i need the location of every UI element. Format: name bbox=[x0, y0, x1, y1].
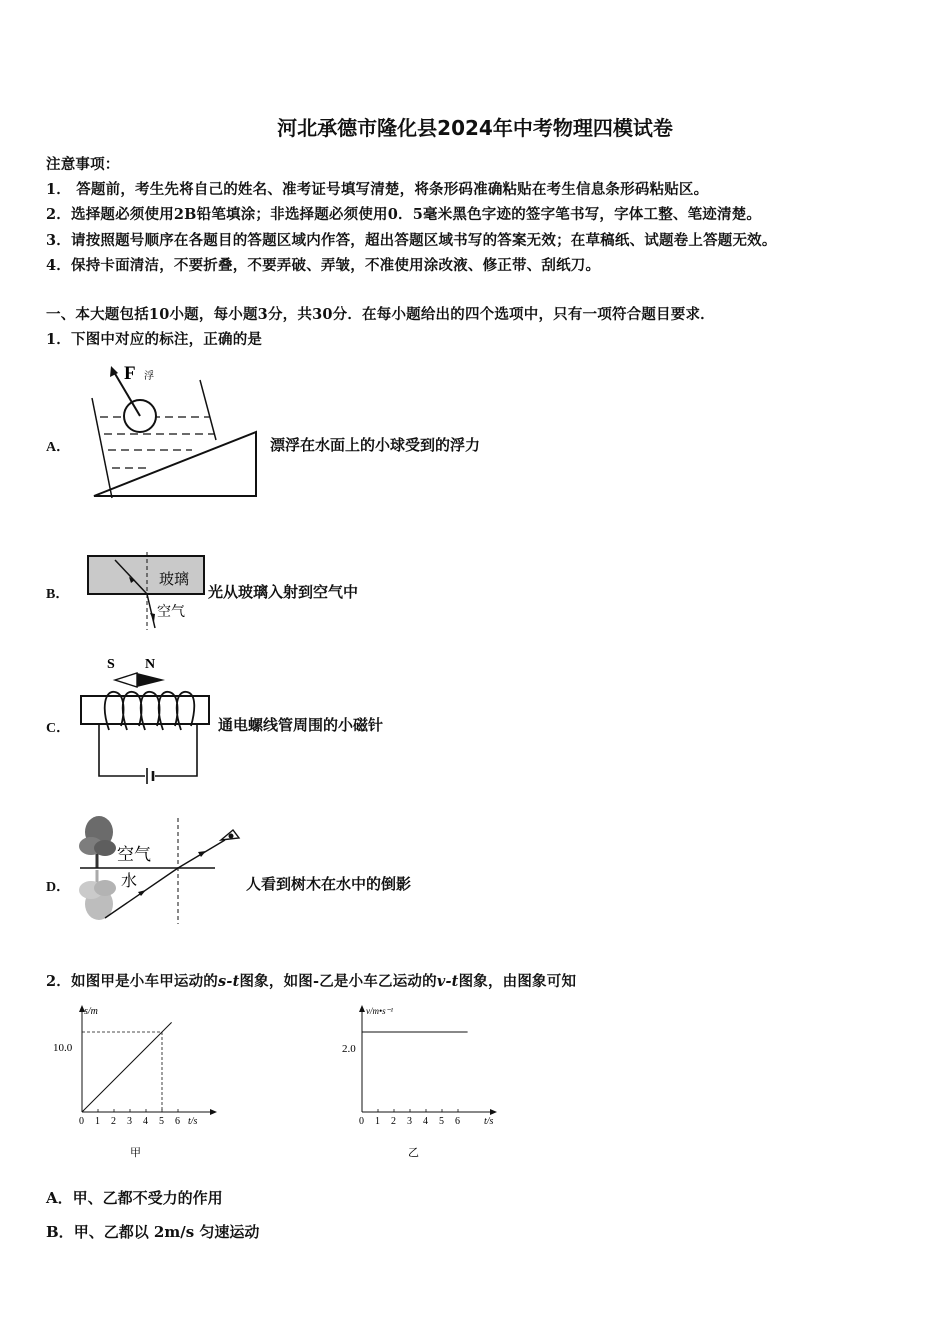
jia-series-line bbox=[82, 1022, 172, 1112]
option-c-letter: C． bbox=[46, 721, 71, 736]
jia-xtick-label-5: 5 bbox=[159, 1116, 164, 1127]
q2-option-a-text: 甲、乙都不受力的作用 bbox=[72, 1189, 223, 1207]
question-2-stem bbox=[46, 970, 576, 991]
option-c-text: 通电螺线管周围的小磁针 bbox=[218, 716, 384, 734]
eye-icon bbox=[221, 830, 239, 840]
notice-heading: 注意事项： bbox=[46, 156, 120, 173]
option-d-letter: D． bbox=[46, 880, 71, 895]
yi-ylabel: v/m•s⁻¹ bbox=[366, 1006, 394, 1016]
q2-stem-vt: v-t bbox=[436, 973, 459, 990]
jia-xlabel: t/s bbox=[188, 1116, 198, 1127]
notice-item-1: 1． 答题前，考生先将自己的姓名、准考证号填写清楚，将条形码准确粘贴在考生信息条形码粘贴区。 bbox=[46, 181, 709, 198]
jia-xtick-label-4: 4 bbox=[143, 1116, 148, 1127]
jia-xtick-label-0: 0 bbox=[79, 1116, 84, 1127]
section-heading: 一、本大题包括10小题，每小题3分，共30分．在每小题给出的四个选项中，只有一项符合题目要求． bbox=[46, 306, 715, 323]
notice-item-3: 3．请按照题号顺序在各题目的答题区域内作答，超出答题区域书写的答案无效；在草稿纸、试题卷上答题无效。 bbox=[46, 232, 777, 249]
jia-ytick-label: 10.0 bbox=[53, 1042, 73, 1054]
q2-option-b bbox=[46, 1221, 259, 1242]
page-title: 河北承德市隆化县2024年中考物理四模试卷 bbox=[277, 116, 673, 140]
tree-icon bbox=[79, 816, 116, 868]
q2-option-b-letter: B． bbox=[46, 1223, 74, 1241]
q2-option-b-text: 甲、乙都以 2m/s 匀速运动 bbox=[73, 1223, 260, 1241]
option-b-text: 光从玻璃入射到空气中 bbox=[208, 583, 359, 601]
glass-label: 玻璃 bbox=[159, 572, 190, 588]
magnet-label-n: N bbox=[145, 657, 156, 672]
yi-xtick-label-5: 5 bbox=[439, 1116, 444, 1127]
option-d-text: 人看到树木在水中的倒影 bbox=[246, 875, 412, 893]
option-b-letter: B． bbox=[46, 587, 70, 602]
jia-ylabel: s/m bbox=[84, 1006, 98, 1017]
chart-jia bbox=[40, 1000, 230, 1165]
option-a-text: 漂浮在水面上的小球受到的浮力 bbox=[270, 436, 481, 454]
q2-stem-part-c: 图象，由图象可知 bbox=[458, 973, 577, 990]
yi-title: 乙 bbox=[408, 1147, 419, 1159]
q2-option-a bbox=[46, 1187, 223, 1208]
notice-item-4: 4．保持卡面清洁，不要折叠，不要弄破、弄皱，不准使用涂改液、修正带、刮纸刀。 bbox=[46, 257, 601, 274]
q2-stem-part-b: 图象，如图-乙是小车乙运动的 bbox=[239, 973, 437, 990]
yi-xtick-label-0: 0 bbox=[359, 1116, 364, 1127]
option-c-figure bbox=[75, 652, 220, 787]
jia-xtick-label-6: 6 bbox=[175, 1116, 180, 1127]
jia-xtick-label-2: 2 bbox=[111, 1116, 116, 1127]
tree-reflection-icon bbox=[79, 870, 116, 920]
yi-xtick-label-2: 2 bbox=[391, 1116, 396, 1127]
buoyancy-label-sub: 浮 bbox=[144, 371, 154, 382]
buoyancy-label-f: F bbox=[124, 363, 136, 384]
q2-stem-part-a: 2．如图甲是小车甲运动的 bbox=[46, 973, 218, 990]
chart-yi bbox=[320, 1000, 520, 1165]
yi-xtick-label-1: 1 bbox=[375, 1116, 380, 1127]
yi-xtick-label-6: 6 bbox=[455, 1116, 460, 1127]
option-b-figure bbox=[85, 552, 210, 632]
option-a-letter: A． bbox=[46, 440, 71, 455]
yi-xtick-label-4: 4 bbox=[423, 1116, 428, 1127]
question-1-stem: 1．下图中对应的标注，正确的是 bbox=[46, 331, 263, 348]
water-label-d: 水 bbox=[121, 873, 138, 890]
yi-xtick-label-3: 3 bbox=[407, 1116, 412, 1127]
air-label-d: 空气 bbox=[117, 845, 151, 864]
q2-option-a-letter: A． bbox=[46, 1189, 73, 1207]
yi-xlabel: t/s bbox=[484, 1116, 494, 1127]
jia-xtick-label-3: 3 bbox=[127, 1116, 132, 1127]
notice-item-2: 2．选择题必须使用2B铅笔填涂；非选择题必须使用0．5毫米黑色字迹的签字笔书写，字体工整、笔迹清楚。 bbox=[46, 206, 762, 223]
option-a-figure bbox=[80, 360, 270, 500]
jia-xtick-label-1: 1 bbox=[95, 1116, 100, 1127]
magnet-label-s: S bbox=[107, 657, 115, 672]
air-label: 空气 bbox=[157, 605, 185, 620]
option-d-figure bbox=[75, 810, 250, 930]
q2-stem-st: s-t bbox=[218, 973, 240, 990]
jia-title: 甲 bbox=[130, 1147, 141, 1159]
yi-ytick-label: 2.0 bbox=[342, 1043, 356, 1055]
